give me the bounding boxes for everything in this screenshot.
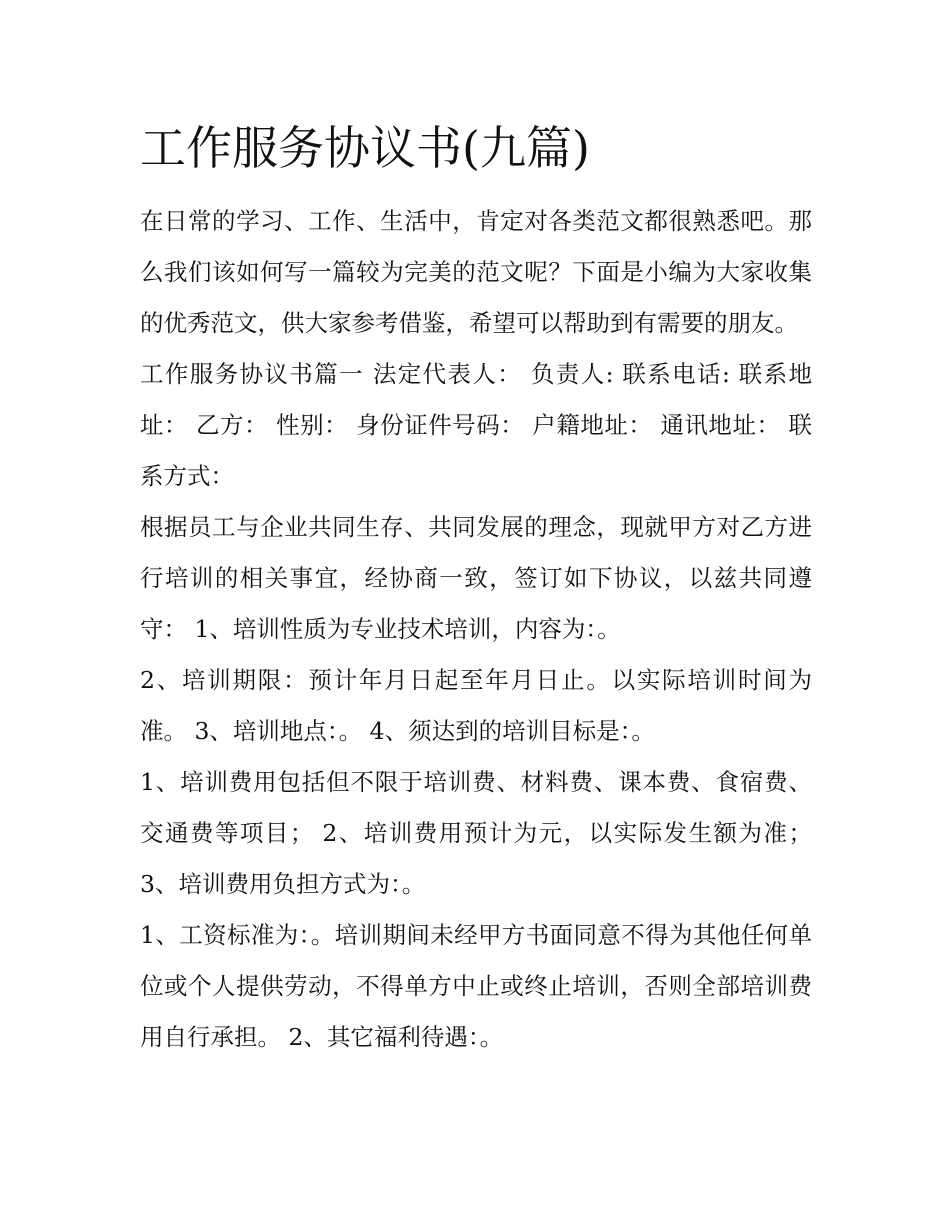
paragraph-wages-benefits: 1、工资标准为：。培训期间未经甲方书面同意不得为其他任何单位或个人提供劳动，不得单方中止或终止培训，否则全部培训费用自行承担。 2、其它福利待遇：。: [140, 921, 812, 1051]
paragraph-training-nature: 根据员工与企业共同生存、共同发展的理念，现就甲方对乙方进行培训的相关事宜，经协商一致，签订如下协议，以兹共同遵守： 1、培训性质为专业技术培训，内容为：。: [140, 513, 812, 643]
paragraph-intro: 在日常的学习、工作、生活中，肯定对各类范文都很熟悉吧。那么我们该如何写一篇较为完美的范文呢？下面是小编为大家收集的优秀范文，供大家参考借鉴，希望可以帮助到有需要的朋友。: [140, 207, 812, 337]
paragraph-parties: 工作服务协议书篇一 法定代表人： 负责人: 联系电话: 联系地址： 乙方： 性别： 身份证件号码： 户籍地址： 通讯地址： 联系方式：: [140, 360, 812, 490]
paragraph-training-fees: 1、培训费用包括但不限于培训费、材料费、课本费、食宿费、交通费等项目； 2、培训费用预计为元，以实际发生额为准； 3、培训费用负担方式为：。: [140, 768, 812, 898]
document-title: 工作服务协议书(九篇): [140, 121, 590, 175]
paragraph-training-period: 2、培训期限：预计年月日起至年月日止。以实际培训时间为准。 3、培训地点：。 4、须达到的培训目标是：。: [140, 666, 812, 745]
document-body: [140, 196, 812, 1063]
